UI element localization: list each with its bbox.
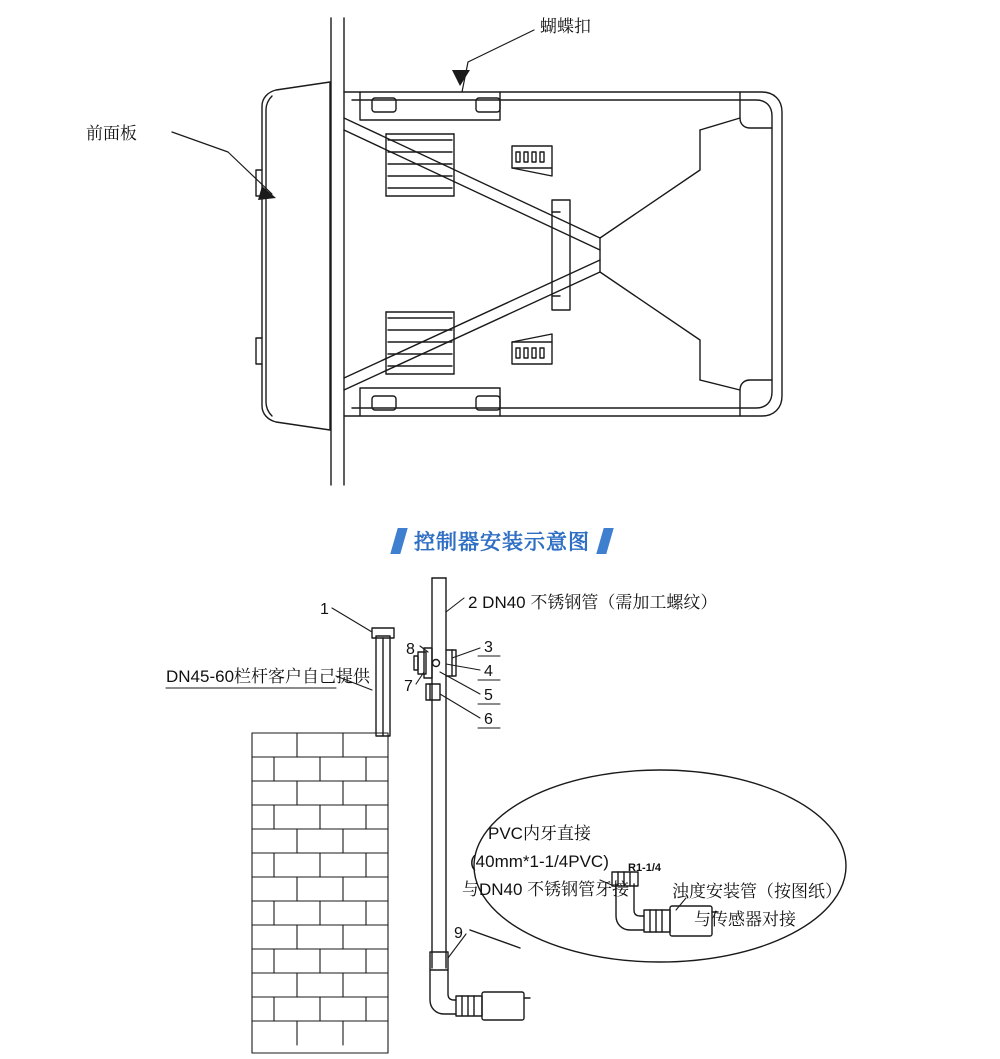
panel-plate	[331, 18, 344, 485]
label-turbidity-tube-line1: 浊度安装管（按图纸）	[672, 882, 842, 901]
label-railing-note: DN45-60栏杆客户自己提供	[166, 667, 371, 686]
brick-wall	[252, 733, 388, 1053]
dn40-pipe	[430, 578, 448, 970]
callout-butterfly-clip: 蝴蝶扣	[540, 17, 591, 36]
part-number-5: 5	[484, 687, 493, 704]
part-number-3: 3	[484, 639, 493, 656]
label-thread-spec: R1-1/4	[628, 862, 662, 874]
section-banner-title: 控制器安装示意图	[414, 531, 590, 554]
railing-post	[372, 628, 394, 736]
part-number-9: 9	[454, 925, 463, 942]
label-pvc-note-line2: (40mm*1-1/4PVC)	[470, 852, 609, 871]
part-number-8: 8	[406, 641, 415, 658]
banner-bar-left-icon	[390, 528, 407, 554]
label-turbidity-tube-line2: 与传感器对接	[694, 910, 796, 929]
sensor-elbow-assembly	[430, 970, 530, 1020]
label-pvc-note-line3: 与DN40 不锈钢管牙接	[462, 880, 630, 899]
callout-leaders-top	[172, 30, 534, 200]
section-banner	[352, 520, 652, 562]
callout-front-panel: 前面板	[86, 124, 137, 143]
banner-bar-right-icon	[596, 528, 613, 554]
part-number-1: 1	[320, 601, 329, 618]
part-number-4: 4	[484, 663, 493, 680]
label-pvc-note-line1: PVC内牙直接	[488, 824, 591, 843]
part-number-6: 6	[484, 711, 493, 728]
label-dn40-pipe: 2 DN40 不锈钢管（需加工螺纹）	[468, 593, 718, 612]
clamp-assembly	[414, 648, 456, 700]
controller-body	[256, 82, 782, 430]
part-number-7: 7	[404, 678, 413, 695]
